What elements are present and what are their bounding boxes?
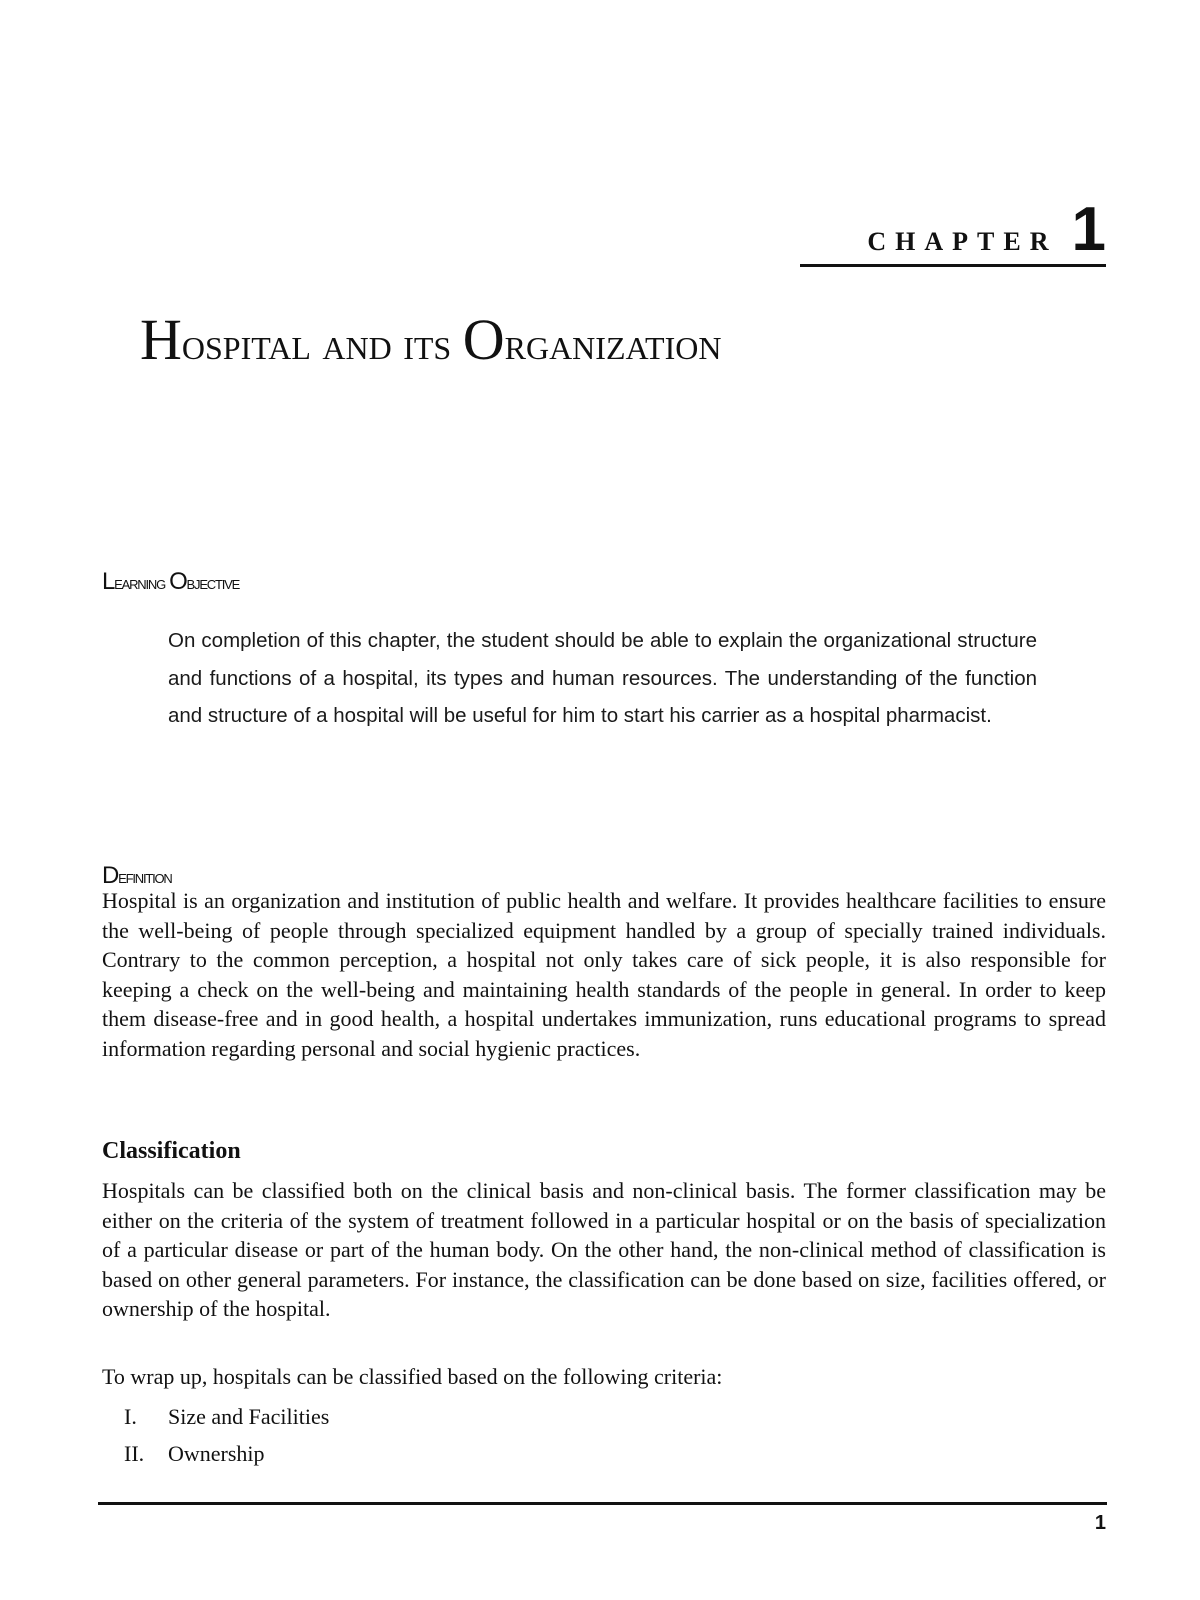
list-item <box>102 1402 702 1439</box>
heading-text: bjective <box>186 573 240 594</box>
list-label: Size and Facilities <box>168 1404 330 1429</box>
definition-paragraph: Hospital is an organization and institution of public health and welfare. It provides healthcare facilities to ensure the well-being of people through specialized equipment handled by a group of specially trained individuals. Contrary to the common perception, a hospital not only takes care of sick people, it is also responsible for keeping a check on the well-being and maintaining health standards of the people in general. In order to keep them disease-free and in good health, a hospital undertakes immunization, runs educational programs to spread information regarding personal and social hygienic practices. <box>102 888 1106 1061</box>
title-part-1: ospital and its <box>181 318 463 369</box>
page-number: 1 <box>1094 1512 1106 1534</box>
footer-divider <box>98 1502 1107 1505</box>
heading-text: efinition <box>118 867 172 888</box>
list-item <box>102 1439 702 1476</box>
classification-paragraph: Hospitals can be classified both on the clinical basis and non-clinical basis. The former classification may be either on the criteria of the system of treatment followed in a particular hospital or on the basis of specialization of a particular disease or part of the human body. On the other hand, the non-clinical method of classification is based on other general parameters. For instance, the classification can be done based on size, facilities offered, or ownership of the hospital. <box>102 1178 1106 1322</box>
title-part-2: rganization <box>504 318 722 369</box>
heading-initial: D <box>102 862 119 889</box>
learning-objective-text: On completion of this chapter, the student should be able to explain the organizational structure and functions of a hospital, its types and human resources. The understanding of the function and structure of a hospital will be useful for him to start his carrier as a hospital pharmacist. <box>168 629 1037 727</box>
page-title <box>140 307 1106 372</box>
chapter-heading <box>800 195 1106 267</box>
classification-heading: Classification <box>102 1138 241 1164</box>
list-numeral: II. <box>124 1441 145 1466</box>
heading-text: earning <box>114 573 170 594</box>
wrap-up-paragraph: To wrap up, hospitals can be classified based on the following criteria: <box>102 1364 723 1389</box>
title-initial-h: H <box>140 307 182 372</box>
chapter-number: 1 <box>1071 195 1106 264</box>
learning-objective-heading <box>102 568 239 596</box>
chapter-label: CHAPTER <box>867 227 1058 256</box>
heading-initial: O <box>169 568 187 595</box>
list-label: Ownership <box>168 1441 265 1466</box>
criteria-list <box>102 1402 702 1476</box>
title-initial-o: O <box>462 307 505 372</box>
heading-initial: L <box>102 568 115 595</box>
list-numeral: I. <box>124 1404 137 1429</box>
